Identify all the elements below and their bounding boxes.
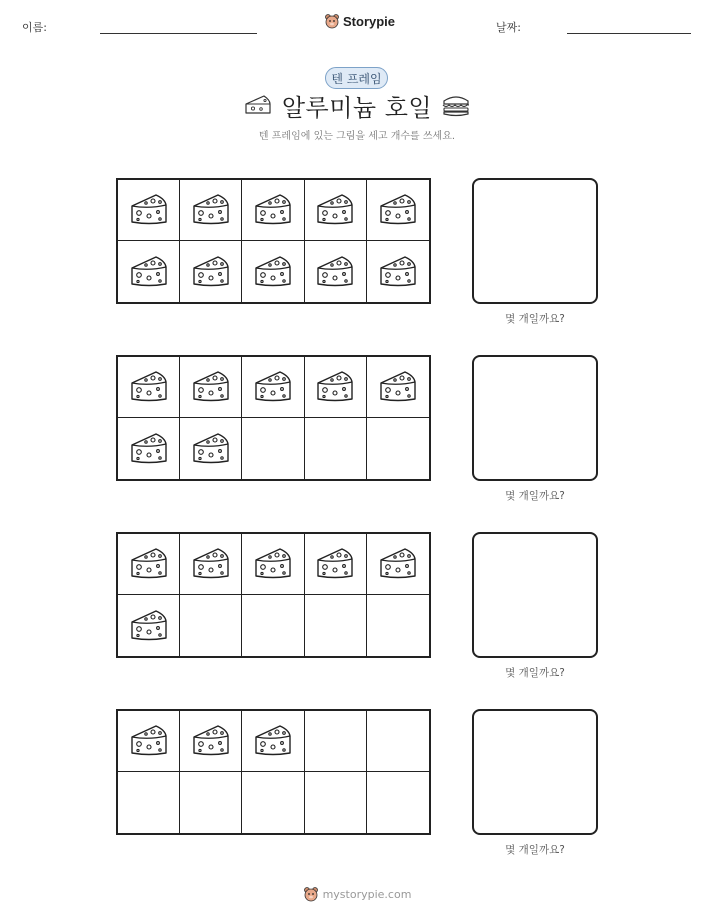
cheese-icon [129,369,169,405]
worksheet-instructions: 텐 프레임에 있는 그림을 세고 개수를 쓰세요. [258,131,456,142]
ten-frame-cell [242,180,304,241]
cheese-icon [129,192,169,228]
cheese-icon [378,192,418,228]
answer-box[interactable] [472,532,598,658]
cheese-icon [253,723,293,759]
bear-icon [303,886,319,902]
badge-ten-frame: 텐 프레임 [325,67,388,89]
cheese-icon [191,254,231,290]
cheese-icon [253,369,293,405]
count-question: 몇 개일까요? [505,667,565,679]
ten-frame [116,178,431,304]
cheese-icon [191,192,231,228]
ten-frame-cell [305,180,367,241]
ten-frame-cell [180,180,242,241]
answer-box[interactable] [472,355,598,481]
cheese-icon [191,369,231,405]
ten-frame-cell [180,595,242,656]
ten-frame-cell [180,241,242,302]
cheese-icon [129,608,169,644]
ten-frame-cell [180,357,242,418]
cheese-icon [378,369,418,405]
ten-frame [116,355,431,481]
cheese-icon [129,254,169,290]
answer-box[interactable] [472,709,598,835]
ten-frame-cell [367,180,429,241]
ten-frame-cell [367,534,429,595]
ten-frame-cell [180,418,242,479]
cheese-icon [129,723,169,759]
bear-icon [324,13,340,29]
cheese-icon [378,546,418,582]
cheese-icon [191,431,231,467]
ten-frame-cell [118,595,180,656]
cheese-icon [253,254,293,290]
cheese-icon [129,431,169,467]
ten-frame-cell [242,772,304,833]
cheese-icon [315,546,355,582]
answer-box[interactable] [472,178,598,304]
ten-frame-cell [242,357,304,418]
cheese-icon [129,546,169,582]
ten-frame-cell [118,357,180,418]
cheese-icon [315,254,355,290]
footer [0,886,714,902]
ten-frame-cell [305,595,367,656]
ten-frame-cell [305,711,367,772]
count-question: 몇 개일까요? [505,313,565,325]
footer-site: mystorypie.com [322,887,412,901]
ten-frame [116,532,431,658]
ten-frame-cell [367,711,429,772]
ten-frame-cell [180,711,242,772]
cheese-icon [253,192,293,228]
ten-frame-cell [367,418,429,479]
name-line[interactable] [100,33,257,34]
cheese-icon [191,723,231,759]
ten-frame-cell [118,180,180,241]
sandwich-icon [440,92,472,118]
count-question: 몇 개일까요? [505,490,565,502]
ten-frame-cell [305,418,367,479]
ten-frame-cell [118,418,180,479]
ten-frame-cell [118,534,180,595]
date-label: 날짜: [496,21,521,34]
date-line[interactable] [567,33,691,34]
ten-frame-cell [118,772,180,833]
name-label: 이름: [22,21,47,34]
ten-frame-cell [242,534,304,595]
ten-frame-cell [305,357,367,418]
ten-frame-cell [367,241,429,302]
cheese-icon [191,546,231,582]
brand-name: Storypie [343,13,396,29]
worksheet-title: 알루미늄 호일 [281,94,433,122]
ten-frame-cell [305,241,367,302]
cheese-icon [378,254,418,290]
brand-logo [324,13,395,29]
ten-frame-cell [118,711,180,772]
cheese-icon [253,546,293,582]
ten-frame-cell [305,772,367,833]
ten-frame-cell [118,241,180,302]
ten-frame-cell [180,534,242,595]
ten-frame-cell [242,595,304,656]
ten-frame-cell [305,534,367,595]
count-question: 몇 개일까요? [505,844,565,856]
ten-frame-cell [367,357,429,418]
ten-frame-cell [242,711,304,772]
ten-frame-cell [180,772,242,833]
ten-frame-cell [242,418,304,479]
cheese-icon [315,192,355,228]
cheese-icon [315,369,355,405]
ten-frame-cell [242,241,304,302]
ten-frame-cell [367,595,429,656]
ten-frame-cell [367,772,429,833]
ten-frame [116,709,431,835]
